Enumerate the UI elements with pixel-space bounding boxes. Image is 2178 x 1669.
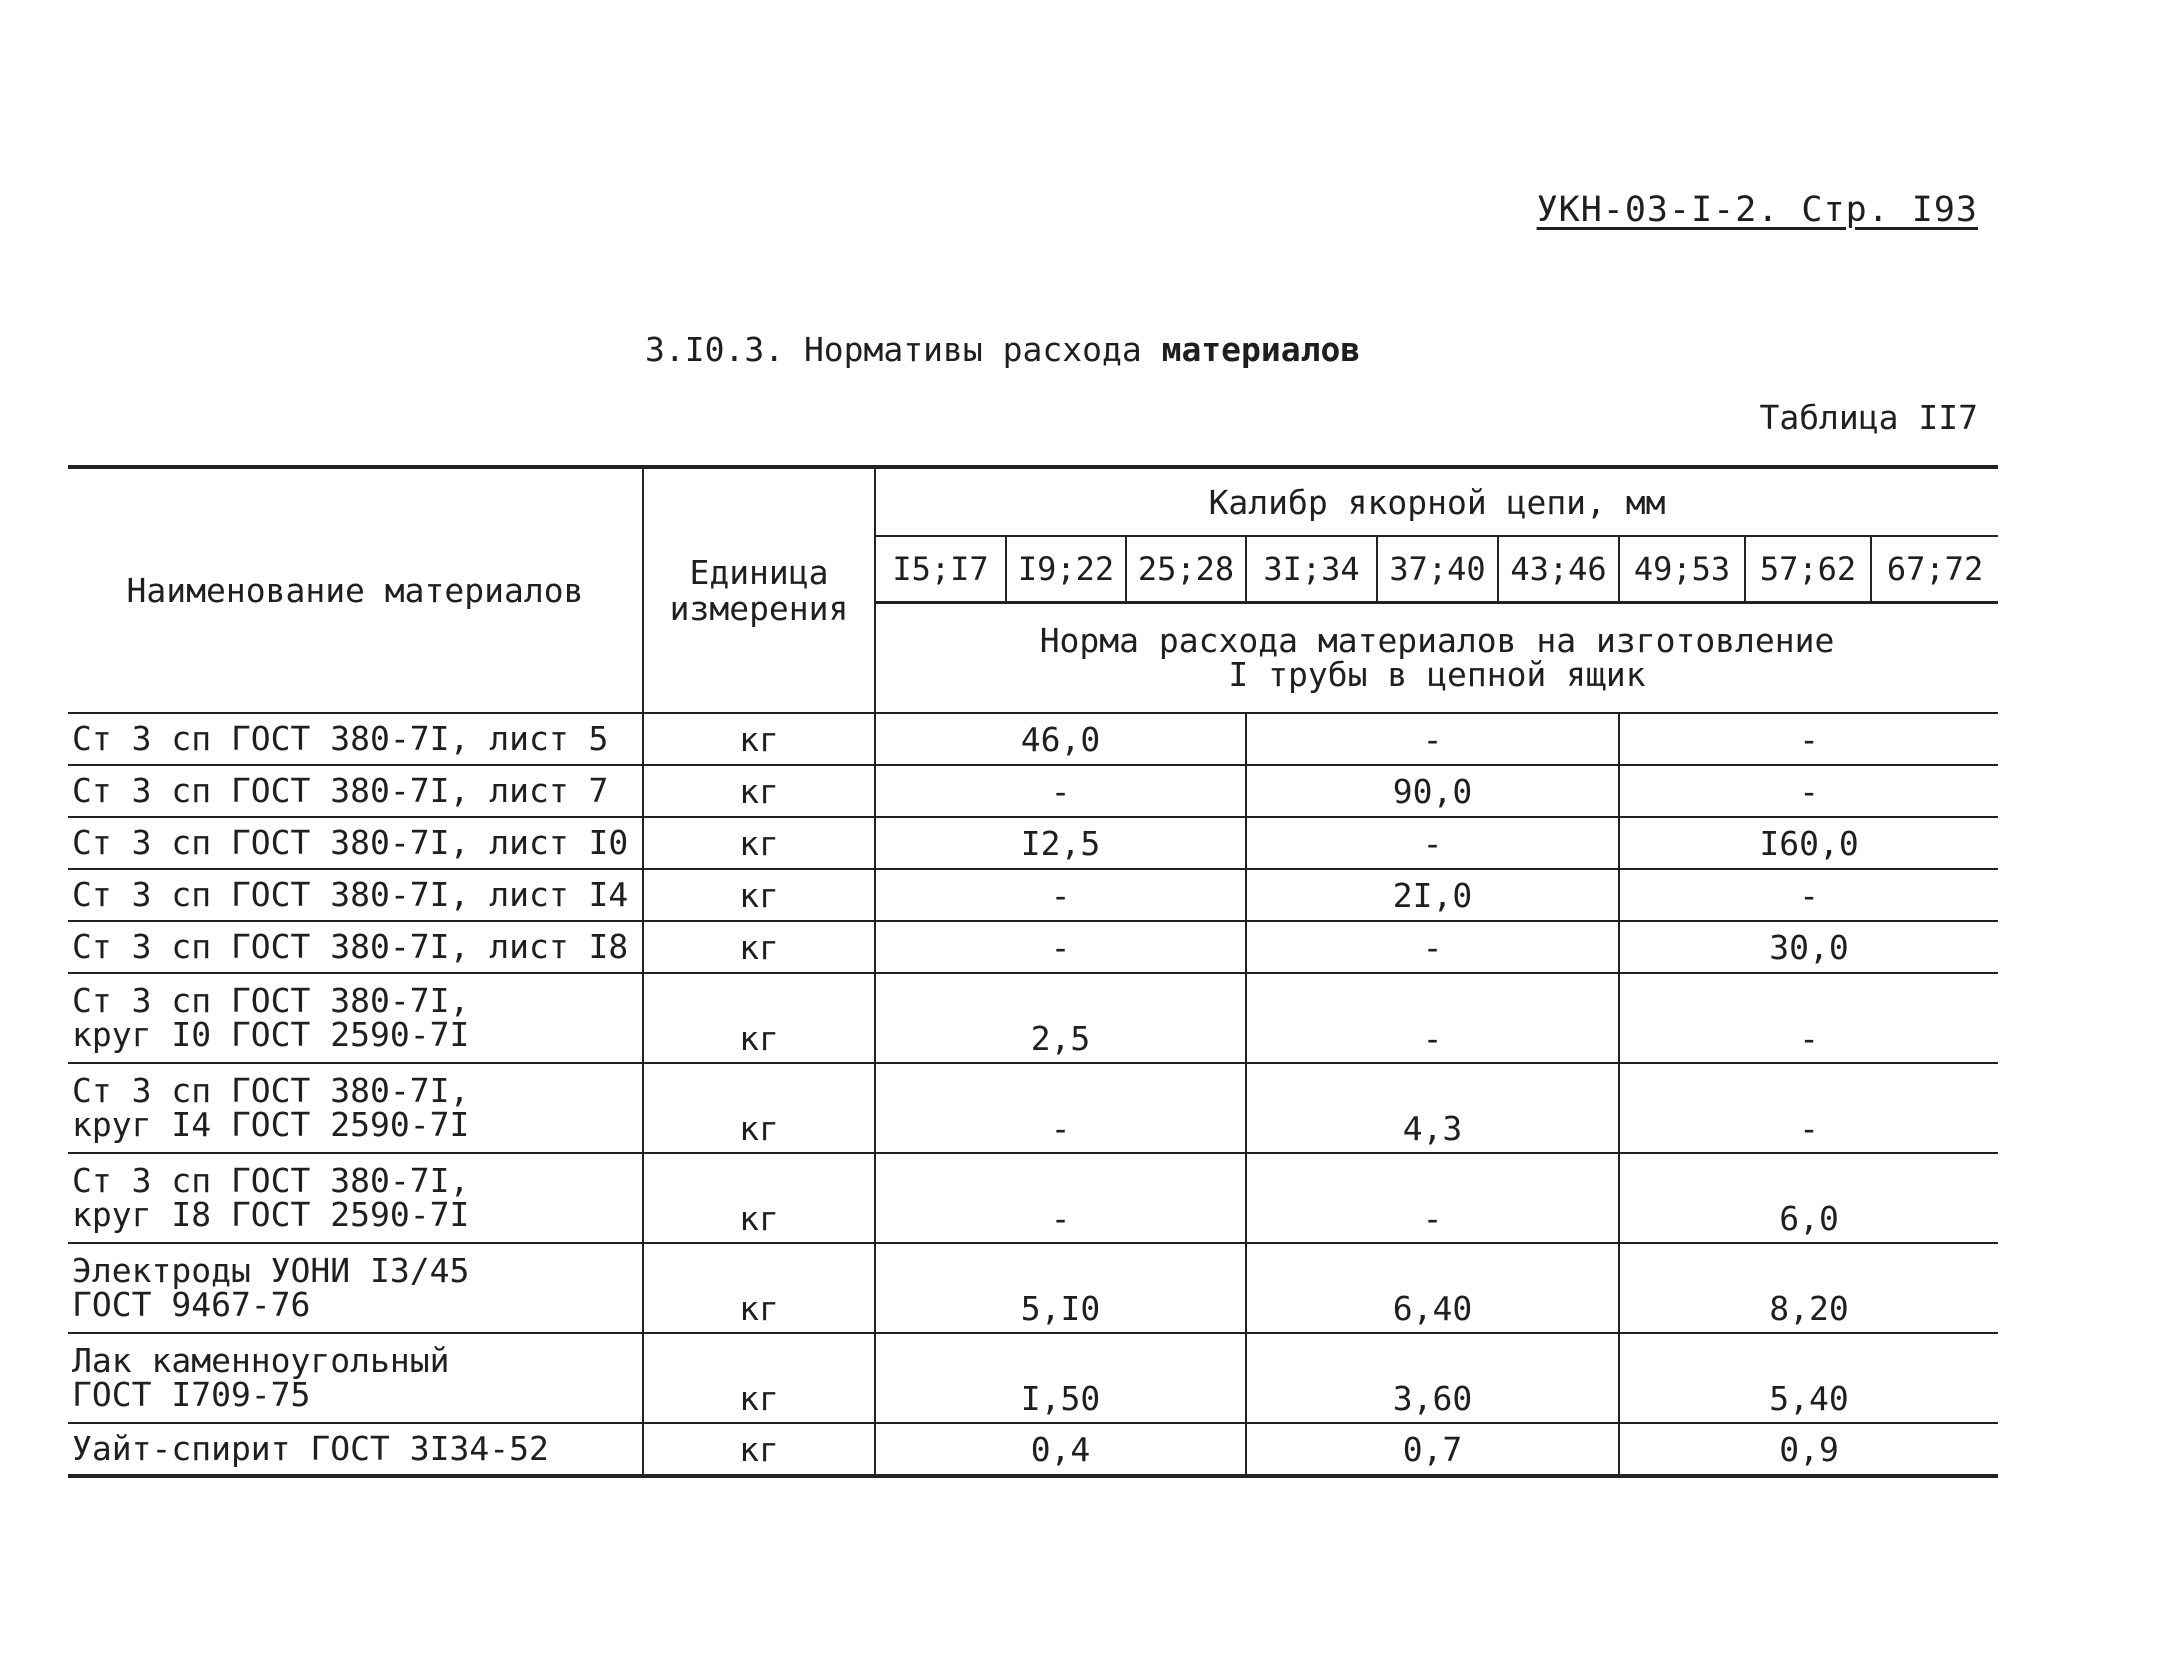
norm-value-cell-3: - — [1619, 1063, 1998, 1153]
norm-value-cell-2: 0,7 — [1246, 1423, 1619, 1476]
material-name-line1: Ст 3 сп ГОСТ 380-7I, — [72, 981, 470, 1020]
norm-value-cell-3: - — [1619, 765, 1998, 817]
table-row — [68, 1243, 1998, 1333]
section-title-prefix: 3.I0.3. Нормативы расхода — [645, 330, 1142, 369]
norm-value-cell-1: 46,0 — [875, 713, 1246, 765]
material-name-cell — [68, 869, 643, 921]
unit-cell: кг — [643, 921, 875, 973]
unit-cell: кг — [643, 1243, 875, 1333]
norm-header — [875, 603, 1998, 714]
unit-cell: кг — [643, 713, 875, 765]
table-row — [68, 817, 1998, 869]
norm-value-cell-1: I2,5 — [875, 817, 1246, 869]
norm-value-cell-3: 30,0 — [1619, 921, 1998, 973]
caliber-cell: 67;72 — [1871, 536, 1998, 603]
norm-value-cell-1: - — [875, 1153, 1246, 1243]
material-name-line1: Ст 3 сп ГОСТ 380-7I, лист 7 — [72, 771, 609, 810]
material-name-line1: Лак каменноугольный — [72, 1341, 450, 1380]
caliber-cell: 37;40 — [1377, 536, 1498, 603]
unit-cell: кг — [643, 1423, 875, 1476]
material-name-cell — [68, 1243, 643, 1333]
material-name-cell — [68, 713, 643, 765]
norm-value-cell-2: 3,60 — [1246, 1333, 1619, 1423]
table-row — [68, 1423, 1998, 1476]
table-row — [68, 869, 1998, 921]
material-name-line2: круг I0 ГОСТ 2590-7I — [72, 1015, 470, 1054]
caliber-cell: 43;46 — [1498, 536, 1619, 603]
material-name-line2: круг I8 ГОСТ 2590-7I — [72, 1195, 470, 1234]
table-row — [68, 1333, 1998, 1423]
caliber-cell: 3I;34 — [1246, 536, 1377, 603]
caliber-cell: I9;22 — [1006, 536, 1126, 603]
material-name-line1: Ст 3 сп ГОСТ 380-7I, лист I0 — [72, 823, 629, 862]
norm-value-cell-2: 2I,0 — [1246, 869, 1619, 921]
norm-value-cell-1: 5,I0 — [875, 1243, 1246, 1333]
unit-cell: кг — [643, 765, 875, 817]
table-row — [68, 921, 1998, 973]
material-name-line1: Уайт-спирит ГОСТ 3I34-52 — [72, 1429, 549, 1468]
caliber-cell: 25;28 — [1126, 536, 1246, 603]
material-name-line1: Электроды УОНИ I3/45 — [72, 1251, 470, 1290]
material-name-line2: ГОСТ 9467-76 — [72, 1285, 311, 1324]
norm-value-cell-3: I60,0 — [1619, 817, 1998, 869]
norm-value-cell-2: - — [1246, 1153, 1619, 1243]
material-name-line1: Ст 3 сп ГОСТ 380-7I, — [72, 1161, 470, 1200]
material-name-line1: Ст 3 сп ГОСТ 380-7I, — [72, 1071, 470, 1110]
materials-norm-table — [68, 465, 1998, 1478]
table-row — [68, 973, 1998, 1063]
section-title-bold: материалов — [1141, 330, 1361, 369]
norm-value-cell-3: 0,9 — [1619, 1423, 1998, 1476]
norm-value-cell-2: - — [1246, 921, 1619, 973]
norm-value-cell-1: I,50 — [875, 1333, 1246, 1423]
norm-value-cell-3: - — [1619, 713, 1998, 765]
norm-header-line2: I трубы в цепной ящик — [1228, 655, 1646, 694]
material-name-cell — [68, 921, 643, 973]
unit-cell: кг — [643, 1333, 875, 1423]
norm-value-cell-1: 2,5 — [875, 973, 1246, 1063]
table-row — [68, 1063, 1998, 1153]
caliber-cell: I5;I7 — [875, 536, 1006, 603]
norm-value-cell-1: - — [875, 869, 1246, 921]
column-header-caliber: Калибр якорной цепи, мм — [875, 467, 1998, 536]
caliber-cell: 57;62 — [1745, 536, 1871, 603]
norm-value-cell-3: 5,40 — [1619, 1333, 1998, 1423]
unit-cell: кг — [643, 1153, 875, 1243]
material-name-cell — [68, 1153, 643, 1243]
caliber-cell: 49;53 — [1619, 536, 1745, 603]
unit-cell: кг — [643, 817, 875, 869]
norm-value-cell-1: 0,4 — [875, 1423, 1246, 1476]
norm-value-cell-2: - — [1246, 713, 1619, 765]
document-reference: УКН-03-I-2. Стр. I93 — [1536, 190, 1978, 230]
norm-value-cell-1: - — [875, 1063, 1246, 1153]
norm-value-cell-3: 6,0 — [1619, 1153, 1998, 1243]
norm-value-cell-2: - — [1246, 973, 1619, 1063]
norm-value-cell-3: 8,20 — [1619, 1243, 1998, 1333]
section-title — [645, 330, 1360, 369]
norm-header-line1: Норма расхода материалов на изготовление — [1039, 621, 1835, 660]
material-name-cell — [68, 817, 643, 869]
material-name-line2: ГОСТ I709-75 — [72, 1375, 311, 1414]
material-name-line2: круг I4 ГОСТ 2590-7I — [72, 1105, 470, 1144]
table-label: Таблица II7 — [1759, 398, 1978, 437]
norm-value-cell-1: - — [875, 765, 1246, 817]
material-name-line1: Ст 3 сп ГОСТ 380-7I, лист I8 — [72, 927, 629, 966]
material-name-line1: Ст 3 сп ГОСТ 380-7I, лист I4 — [72, 875, 629, 914]
table-row — [68, 1153, 1998, 1243]
norm-value-cell-2: 6,40 — [1246, 1243, 1619, 1333]
unit-cell: кг — [643, 1063, 875, 1153]
material-name-cell — [68, 1423, 643, 1476]
norm-value-cell-1: - — [875, 921, 1246, 973]
norm-value-cell-3: - — [1619, 973, 1998, 1063]
material-name-cell — [68, 1333, 643, 1423]
material-name-line1: Ст 3 сп ГОСТ 380-7I, лист 5 — [72, 719, 609, 758]
norm-value-cell-2: - — [1246, 817, 1619, 869]
unit-cell: кг — [643, 973, 875, 1063]
table-row — [68, 713, 1998, 765]
material-name-cell — [68, 973, 643, 1063]
norm-value-cell-3: - — [1619, 869, 1998, 921]
norm-value-cell-2: 90,0 — [1246, 765, 1619, 817]
material-name-cell — [68, 1063, 643, 1153]
table-row — [68, 765, 1998, 817]
unit-cell: кг — [643, 869, 875, 921]
column-header-unit: Единица измерения — [643, 467, 875, 713]
norm-value-cell-2: 4,3 — [1246, 1063, 1619, 1153]
material-name-cell — [68, 765, 643, 817]
column-header-material: Наименование материалов — [68, 467, 643, 713]
table-body — [68, 713, 1998, 1476]
